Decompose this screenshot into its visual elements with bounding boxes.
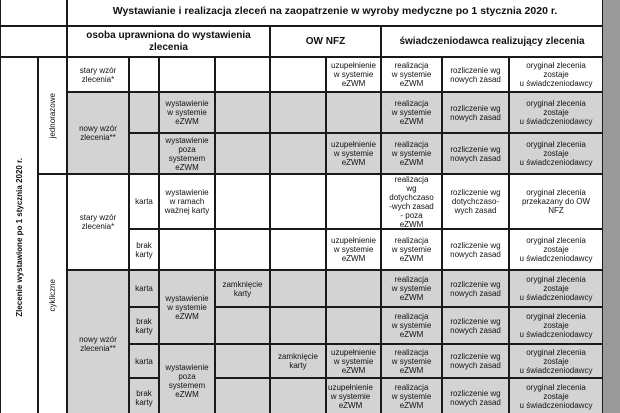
- cell-uzupelnienie: uzupełnienie w systemie eZWM: [326, 344, 381, 378]
- cell-realizacja: realizacja w systemie eZWM: [381, 270, 442, 307]
- cell-wystawienie-karta: wystawienie w ramach ważnej karty: [159, 174, 215, 229]
- cell-rozliczenie: rozliczenie wg nowych zasad: [442, 92, 509, 133]
- row-nowy-wzor-cykliczne: nowy wzór zlecenia**: [67, 270, 129, 413]
- header-ow-nfz: OW NFZ: [270, 26, 381, 57]
- cell-rozliczenie: rozliczenie wg nowych zasad: [442, 57, 509, 92]
- cell-empty: [129, 92, 159, 133]
- cell-empty: [326, 174, 381, 229]
- cell-brak-karty: brak karty: [129, 307, 159, 344]
- cell-empty: [129, 57, 159, 92]
- cell-realizacja: realizacja w systemie eZWM: [381, 133, 442, 174]
- cell-empty: [326, 307, 381, 344]
- cell-zamkniecie-karty-ow: zamknięcie karty: [270, 344, 326, 378]
- cell-karta: karta: [129, 344, 159, 378]
- header-osoba-uprawniona: osoba uprawniona do wystawienia zlecenia: [67, 26, 270, 57]
- cell-empty: [215, 174, 270, 229]
- cell-empty: [270, 229, 326, 270]
- cell-realizacja: realizacja w systemie eZWM: [381, 344, 442, 378]
- cell-uzupelnienie: uzupełnienie w systemie eZWM: [326, 57, 381, 92]
- cell-oryginal: oryginał zlecenia zostaje u świadczeniodawcy: [509, 270, 603, 307]
- cell-oryginal: oryginał zlecenia zostaje u świadczeniodawcy: [509, 378, 603, 413]
- cell-empty: [215, 378, 270, 413]
- cell-empty: [270, 92, 326, 133]
- cell-rozliczenie: rozliczenie wg nowych zasad: [442, 133, 509, 174]
- cell-empty: [270, 378, 326, 413]
- cell-empty: [215, 57, 270, 92]
- cell-oryginal: oryginał zlecenia zostaje u świadczeniodawcy: [509, 57, 603, 92]
- cell-empty: [270, 270, 326, 307]
- cell-oryginal: oryginał zlecenia zostaje u świadczeniodawcy: [509, 92, 603, 133]
- row-stary-wzor-cykliczne: stary wzór zlecenia*: [67, 174, 129, 270]
- cell-empty: [215, 229, 270, 270]
- cell-empty: [326, 270, 381, 307]
- cell-empty: [159, 57, 215, 92]
- cell-empty: [270, 57, 326, 92]
- cell-uzupelnienie: uzupełnienie w systemie eZWM: [326, 133, 381, 174]
- cell-empty: [270, 174, 326, 229]
- side-label-cell: [0, 57, 38, 413]
- cell-uzupelnienie: uzupełnienie w systemie eZWM: [326, 378, 381, 413]
- cell-rozliczenie: rozliczenie wg nowych zasad: [442, 307, 509, 344]
- header-swiadczeniodawca: świadczeniodawca realizujący zlecenia: [381, 26, 603, 57]
- cell-oryginal: oryginał zlecenia zostaje u świadczeniodawcy: [509, 229, 603, 270]
- cell-oryginal: oryginał zlecenia zostaje u świadczeniodawcy: [509, 133, 603, 174]
- cell-empty: [129, 133, 159, 174]
- cell-oryginal: oryginał zlecenia zostaje u świadczeniodawcy: [509, 307, 603, 344]
- cell-realizacja: realizacja w systemie eZWM: [381, 92, 442, 133]
- cell-empty: [215, 133, 270, 174]
- cell-uzupelnienie: uzupełnienie w systemie eZWM: [326, 229, 381, 270]
- cell-rozliczenie-dotychczasowe: rozliczenie wg dotychczaso- wych zasad: [442, 174, 509, 229]
- cell-empty: [159, 229, 215, 270]
- label-jednorazowe: jednorazowe: [48, 92, 57, 139]
- cell-zamkniecie-karty: zamknięcie karty: [215, 270, 270, 307]
- table-title: Wystawianie i realizacja zleceń na zaopatrzenie w wyroby medyczne po 1 stycznia 2020 r.: [67, 0, 603, 26]
- cell-rozliczenie: rozliczenie wg nowych zasad: [442, 344, 509, 378]
- cell-oryginal: oryginał zlecenia zostaje u świadczeniodawcy: [509, 344, 603, 378]
- cell-realizacja: realizacja w systemie eZWM: [381, 378, 442, 413]
- cell-wystawienie-poza: wystawienie poza systemem eZWM: [159, 133, 215, 174]
- cell-brak-karty: brak karty: [129, 229, 159, 270]
- cell-empty: [215, 307, 270, 344]
- cell-karta: karta: [129, 270, 159, 307]
- cell-brak-karty: brak karty: [129, 378, 159, 413]
- row-stary-wzor-jednorazowe: stary wzór zlecenia*: [67, 57, 129, 92]
- cell-karta: karta: [129, 174, 159, 229]
- group-jednorazowe: [38, 57, 67, 174]
- cell-realizacja-dotychczasowa: realizacja wg dotychczaso -wych zasad - poza eZWM: [381, 174, 442, 229]
- corner-cell: [0, 0, 67, 26]
- cell-realizacja: realizacja w systemie eZWM: [381, 307, 442, 344]
- cell-realizacja: realizacja w systemie eZWM: [381, 57, 442, 92]
- corner-cell-2: [0, 26, 67, 57]
- cell-wystawienie-system: wystawienie w systemie eZWM: [159, 92, 215, 133]
- cell-empty: [215, 92, 270, 133]
- cell-empty: [326, 92, 381, 133]
- label-cykliczne: cykliczne: [48, 279, 57, 312]
- cell-empty: [215, 344, 270, 378]
- cell-empty: [270, 307, 326, 344]
- group-cykliczne: [38, 174, 67, 413]
- cell-wystawienie-poza: wystawienie poza systemem eZWM: [159, 344, 215, 413]
- cell-rozliczenie: rozliczenie wg nowych zasad: [442, 229, 509, 270]
- side-label: Zlecenie wystawione po 1 stycznia 2020 r.: [14, 157, 24, 317]
- cell-rozliczenie: rozliczenie wg nowych zasad: [442, 270, 509, 307]
- row-nowy-wzor-jednorazowe: nowy wzór zlecenia**: [67, 92, 129, 174]
- cell-rozliczenie: rozliczenie wg nowych zasad: [442, 378, 509, 413]
- cell-wystawienie-system: wystawienie w systemie eZWM: [159, 270, 215, 344]
- cell-realizacja: realizacja w systemie eZWM: [381, 229, 442, 270]
- cell-empty: [270, 133, 326, 174]
- cell-oryginal-ow: oryginał zlecenia przekazany do OW NFZ: [509, 174, 603, 229]
